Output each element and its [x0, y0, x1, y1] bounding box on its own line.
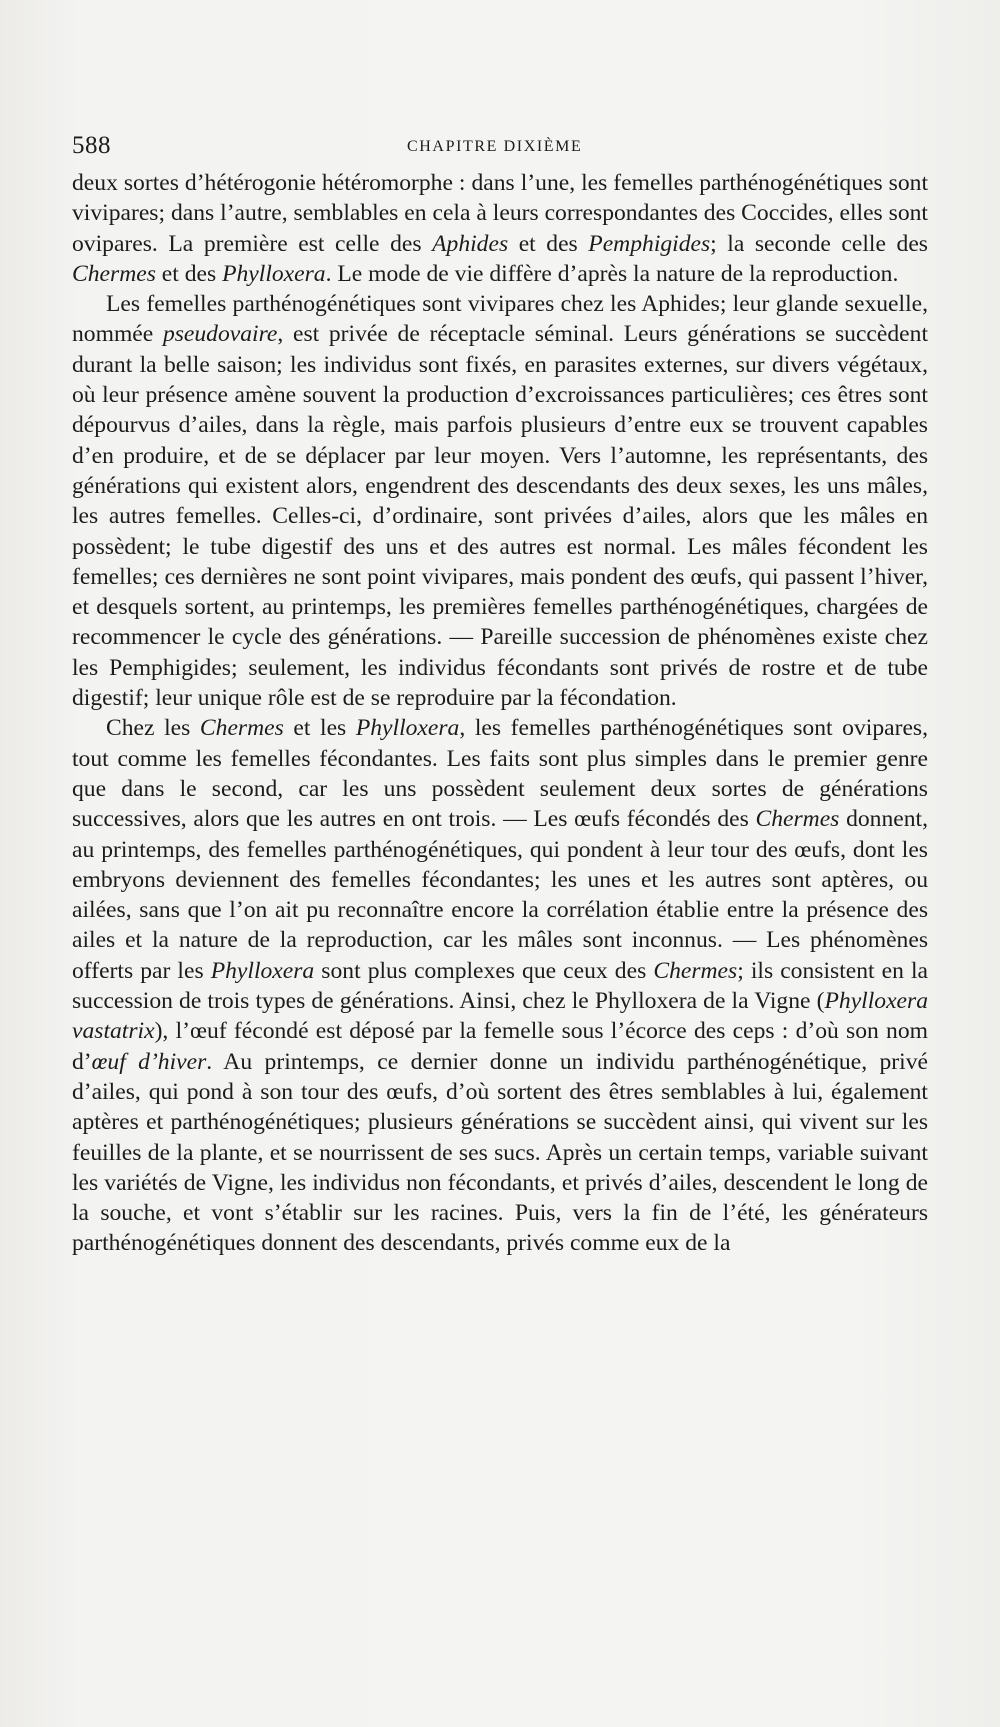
- text-run: ; ils consistent en la succession de trois types de générations. Ainsi, chez le Phylloxera de la Vigne (: [72, 957, 929, 1015]
- page-number: 588: [72, 132, 111, 159]
- italic-term: Chermes: [72, 260, 156, 287]
- text-run: , les femelles parthénogénétiques sont ovipares, tout comme les femelles fécondantes. Les faits sont plus simples dans le premier genre que dans le second, car les uns possèdent seulement deux sortes de générations successives, alors que les autres en ont trois. — Les œufs fécondés des: [72, 715, 928, 833]
- italic-term: Chermes: [199, 715, 284, 742]
- text-run: . Au printemps, ce dernier donne un individu parthénogénétique, privé d’ailes, qui pond à son tour des œufs, d’où sortent des êtres semblables à lui, également aptères et parthénogénétiques; plusieurs générations se succèdent ainsi, qui vivent sur les feuilles de la plante, et se nourrissent de ses sucs. Après un certain temps, variable suivant les variétés de Vigne, les individus non fécondants, et privés d’ailes, descendent le long de la souche, et vont s’établir sur les racines. Puis, vers la fin de l’été, les générateurs parthénogénétiques donnent des descendants, privés comme eux de la: [72, 1048, 928, 1257]
- page-header: [72, 132, 928, 166]
- text-run: et les: [283, 715, 356, 742]
- italic-term: Phylloxera: [355, 715, 460, 742]
- text-run: Chez les: [106, 715, 200, 742]
- italic-term: Chermes: [653, 957, 738, 984]
- italic-term: pseudovaire: [162, 321, 278, 348]
- italic-term: œuf d’hiver: [91, 1048, 207, 1075]
- text-run: ), l’œuf fécondé est déposé par la femelle sous l’écorce des ceps : d’où son nom d’: [72, 1018, 928, 1075]
- italic-term: Aphides: [432, 230, 509, 257]
- italic-term: Phylloxera vastatrix: [72, 988, 928, 1045]
- text-run: ; la seconde celle des: [710, 230, 928, 257]
- text-run: sont plus complexes que ceux des: [314, 957, 654, 984]
- italic-term: Chermes: [755, 806, 840, 833]
- text-run: , est privée de réceptacle séminal. Leurs générations se succèdent durant la belle saison; les individus sont fixés, en parasites externes, sur divers végétaux, où leur présence amène souvent la production d’excroissances particulières; ces êtres sont dépourvus d’ailes, dans la règle, mais parfois plusieurs d’entre eux se trouvent capables d’en produire, et de se déplacer par leur moyen. Vers l’automne, les représentants, des générations qui existent alors, engendrent des descendants des deux sexes, les uns mâles, les autres femelles. Celles-ci, d’ordinaire, sont privées d’ailes, alors que les mâles en possèdent; le tube digestif des uns et des autres est normal. Les mâles fécondent les femelles; ces dernières ne sont point vivipares, mais pondent des œufs, qui passent l’hiver, et desquels sortent, au printemps, les premières femelles parthénogénétiques, chargées de recommencer le cycle des générations. — Pareille succession de phénomènes existe chez les Pemphigides; seulement, les individus fécondants sont privés de rostre et de tube digestif; leur unique rôle est de se reproduire par la fécondation.: [72, 321, 928, 712]
- italic-term: Pemphigides: [588, 230, 711, 257]
- text-run: deux sortes d’hétérogonie hétéromorphe : dans l’une, les femelles parthénogénétiques sont vivipares; dans l’autre, semblables en cela à leurs correspondantes des Coccides, elles sont ovipares. La première est celle des: [72, 170, 928, 257]
- paragraph-1: [72, 168, 928, 289]
- paragraph-2: [72, 289, 928, 713]
- text-run: et des: [155, 260, 223, 287]
- running-head: CHAPITRE DIXIÈME: [407, 138, 583, 155]
- body-text: [72, 168, 928, 1259]
- paragraph-3: [72, 713, 928, 1258]
- italic-term: Phylloxera: [210, 957, 315, 984]
- italic-term: Phylloxera: [222, 260, 326, 287]
- text-run: . Le mode de vie diffère d’après la nature de la reproduction.: [325, 260, 899, 287]
- text-run: et des: [508, 230, 589, 257]
- text-run: Les femelles parthénogénétiques sont vivipares chez les Aphides; leur glande sexuelle, nommée: [72, 291, 928, 348]
- text-run: donnent, au printemps, des femelles parthénogénétiques, qui pondent à leur tour des œufs, dont les embryons deviennent des femelles fécondantes; les unes et les autres sont aptères, ou ailées, sans que l’on ait pu reconnaître encore la corrélation établie entre la présence des ailes et la nature de la reproduction, car les mâles sont inconnus. — Les phénomènes offerts par les: [72, 806, 928, 984]
